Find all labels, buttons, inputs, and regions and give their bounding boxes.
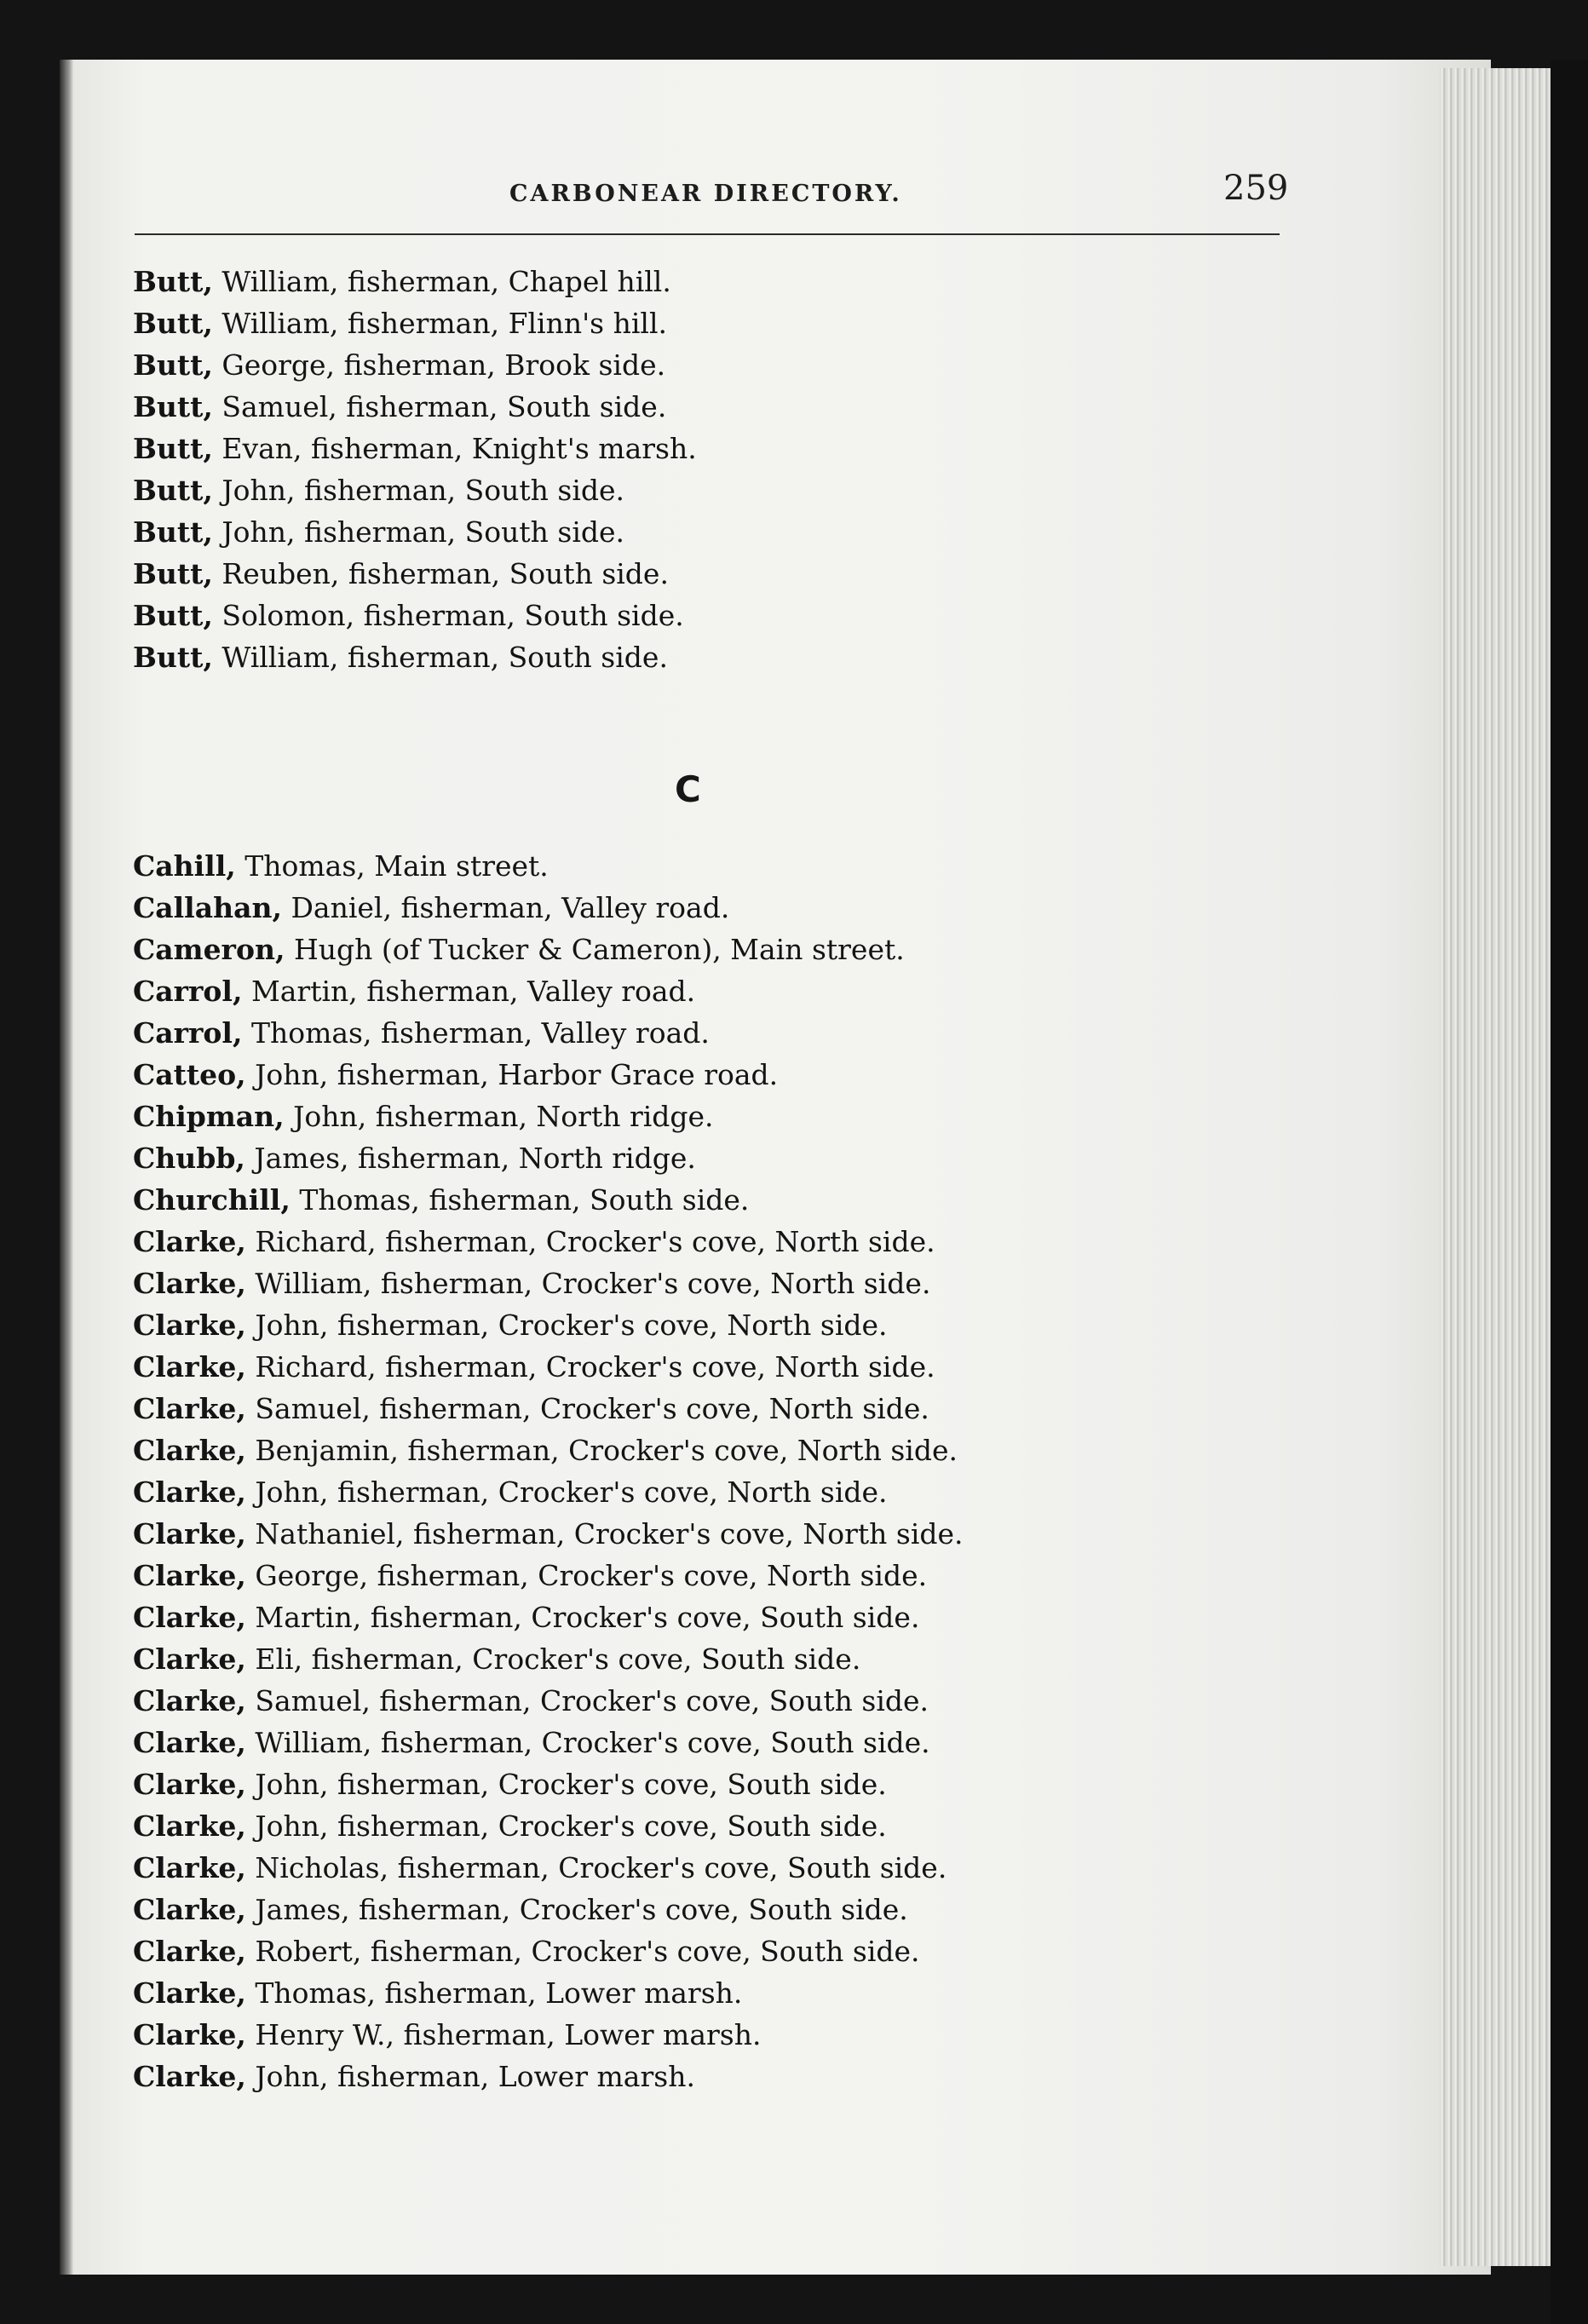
entry-details: John, fisherman, Crocker's cove, South side. <box>245 1768 887 1801</box>
entry-details: Richard, fisherman, Crocker's cove, North side. <box>245 1350 935 1383</box>
entry-surname: Clarke, <box>133 1935 246 1968</box>
directory-entry <box>133 302 697 344</box>
directory-entry <box>133 386 697 428</box>
entry-details: Thomas, fisherman, Valley road. <box>242 1016 710 1050</box>
entry-surname: Clarke, <box>133 1768 246 1801</box>
directory-entry <box>133 1555 964 1596</box>
directory-entry <box>133 1388 964 1429</box>
directory-entry <box>133 1889 964 1930</box>
directory-entry <box>133 261 697 302</box>
entry-surname: Butt, <box>133 307 213 340</box>
entry-surname: Catteo, <box>133 1058 246 1091</box>
header-rule <box>135 233 1280 235</box>
entry-surname: Clarke, <box>133 1726 246 1759</box>
fore-edge-shadow <box>1551 60 1588 2324</box>
entry-surname: Clarke, <box>133 1642 246 1676</box>
entry-surname: Chubb, <box>133 1142 245 1175</box>
entry-details: Reuben, fisherman, South side. <box>212 557 669 590</box>
entry-surname: Clarke, <box>133 1601 246 1634</box>
entry-details: William, fisherman, Crocker's cove, South side. <box>245 1726 930 1759</box>
directory-entry <box>133 1513 964 1555</box>
entry-surname: Butt, <box>133 348 213 382</box>
directory-entry <box>133 1263 964 1304</box>
entry-details: Hugh (of Tucker & Cameron), Main street. <box>285 933 905 966</box>
directory-entry <box>133 2056 964 2097</box>
entry-surname: Clarke, <box>133 1851 246 1884</box>
directory-entry <box>133 1930 964 1972</box>
entry-surname: Clarke, <box>133 1517 246 1550</box>
directory-entry <box>133 887 964 929</box>
entry-details: John, fisherman, Crocker's cove, South side. <box>245 1809 887 1843</box>
directory-entry <box>133 1972 964 2014</box>
entry-details: Robert, fisherman, Crocker's cove, South side. <box>245 1935 920 1968</box>
entry-surname: Clarke, <box>133 1434 246 1467</box>
entry-surname: Churchill, <box>133 1183 291 1217</box>
entry-details: John, fisherman, North ridge. <box>284 1100 714 1133</box>
entry-details: Henry W., fisherman, Lower marsh. <box>245 2018 762 2051</box>
entry-details: William, fisherman, Crocker's cove, North side. <box>245 1267 931 1300</box>
entry-details: John, fisherman, Harbor Grace road. <box>245 1058 779 1091</box>
directory-entry <box>133 1346 964 1388</box>
entry-surname: Callahan, <box>133 891 282 924</box>
entry-surname: Clarke, <box>133 1309 246 1342</box>
directory-entry <box>133 970 964 1012</box>
entry-surname: Butt, <box>133 557 213 590</box>
directory-entry <box>133 845 964 887</box>
entry-surname: Butt, <box>133 641 213 674</box>
entry-surname: Clarke, <box>133 1809 246 1843</box>
entry-surname: Chipman, <box>133 1100 285 1133</box>
directory-entry <box>133 1763 964 1805</box>
entry-surname: Butt, <box>133 265 213 298</box>
entry-surname: Clarke, <box>133 1350 246 1383</box>
entry-details: Samuel, fisherman, Crocker's cove, South side. <box>245 1684 929 1717</box>
entry-details: George, fisherman, Brook side. <box>212 348 666 382</box>
entry-surname: Clarke, <box>133 1267 246 1300</box>
entry-surname: Clarke, <box>133 1225 246 1258</box>
entry-details: Thomas, fisherman, South side. <box>290 1183 750 1217</box>
entry-surname: Clarke, <box>133 2060 246 2093</box>
directory-entry <box>133 511 697 553</box>
entry-details: Benjamin, fisherman, Crocker's cove, North side. <box>245 1434 958 1467</box>
directory-list-c <box>133 845 964 2097</box>
entry-details: Nathaniel, fisherman, Crocker's cove, North side. <box>245 1517 964 1550</box>
entry-surname: Clarke, <box>133 1392 246 1425</box>
entry-surname: Carrol, <box>133 975 243 1008</box>
directory-entry <box>133 1096 964 1137</box>
entry-details: Martin, fisherman, Crocker's cove, South side. <box>245 1601 920 1634</box>
entry-details: Daniel, fisherman, Valley road. <box>281 891 730 924</box>
directory-entry <box>133 1805 964 1847</box>
entry-surname: Clarke, <box>133 1893 246 1926</box>
entry-details: Eli, fisherman, Crocker's cove, South side. <box>245 1642 861 1676</box>
entry-surname: Clarke, <box>133 2018 246 2051</box>
entry-details: John, fisherman, Crocker's cove, North side. <box>245 1476 888 1509</box>
entry-surname: Butt, <box>133 432 213 465</box>
entry-surname: Butt, <box>133 599 213 632</box>
directory-entry <box>133 595 697 636</box>
entry-details: William, fisherman, South side. <box>212 641 668 674</box>
directory-entry <box>133 636 697 678</box>
entry-details: Samuel, fisherman, Crocker's cove, North side. <box>245 1392 929 1425</box>
page-number: 259 <box>1223 169 1289 208</box>
section-letter: C <box>675 768 701 810</box>
directory-entry <box>133 1179 964 1221</box>
entry-details: Solomon, fisherman, South side. <box>212 599 684 632</box>
entry-surname: Butt, <box>133 474 213 507</box>
directory-list-b <box>133 261 697 678</box>
directory-entry <box>133 428 697 469</box>
directory-entry <box>133 344 697 386</box>
directory-entry <box>133 1638 964 1680</box>
entry-details: James, fisherman, Crocker's cove, South side. <box>245 1893 908 1926</box>
directory-entry <box>133 1471 964 1513</box>
entry-surname: Clarke, <box>133 1476 246 1509</box>
entry-details: Samuel, fisherman, South side. <box>212 390 667 423</box>
directory-entry <box>133 1596 964 1638</box>
entry-surname: Cameron, <box>133 933 285 966</box>
entry-details: James, fisherman, North ridge. <box>245 1142 696 1175</box>
directory-entry <box>133 1847 964 1889</box>
entry-surname: Cahill, <box>133 849 236 883</box>
running-head <box>135 169 1289 220</box>
directory-entry <box>133 2014 964 2056</box>
directory-entry <box>133 469 697 511</box>
entry-surname: Butt, <box>133 390 213 423</box>
entry-details: Richard, fisherman, Crocker's cove, North side. <box>245 1225 935 1258</box>
directory-entry <box>133 1054 964 1096</box>
directory-entry <box>133 1221 964 1263</box>
entry-details: John, fisherman, South side. <box>212 515 625 549</box>
running-title: CARBONEAR DIRECTORY. <box>509 181 902 207</box>
entry-details: George, fisherman, Crocker's cove, North side. <box>245 1559 928 1592</box>
entry-details: Thomas, Main street. <box>235 849 549 883</box>
directory-entry <box>133 1012 964 1054</box>
directory-entry <box>133 1680 964 1722</box>
entry-details: John, fisherman, Crocker's cove, North side. <box>245 1309 888 1342</box>
entry-surname: Clarke, <box>133 1559 246 1592</box>
directory-entry <box>133 1304 964 1346</box>
entry-details: Evan, fisherman, Knight's marsh. <box>212 432 697 465</box>
entry-surname: Butt, <box>133 515 213 549</box>
entry-details: Nicholas, fisherman, Crocker's cove, South side. <box>245 1851 947 1884</box>
entry-details: William, fisherman, Flinn's hill. <box>212 307 667 340</box>
page-fore-edge <box>1440 68 1551 2266</box>
directory-entry <box>133 1429 964 1471</box>
entry-surname: Carrol, <box>133 1016 243 1050</box>
page-gutter <box>60 60 73 2275</box>
entry-details: Martin, fisherman, Valley road. <box>242 975 696 1008</box>
entry-surname: Clarke, <box>133 1684 246 1717</box>
directory-entry <box>133 929 964 970</box>
entry-surname: Clarke, <box>133 1976 246 2010</box>
entry-details: William, fisherman, Chapel hill. <box>212 265 671 298</box>
directory-entry <box>133 1137 964 1179</box>
directory-entry <box>133 553 697 595</box>
entry-details: John, fisherman, Lower marsh. <box>245 2060 695 2093</box>
entry-details: John, fisherman, South side. <box>212 474 625 507</box>
entry-details: Thomas, fisherman, Lower marsh. <box>245 1976 743 2010</box>
directory-entry <box>133 1722 964 1763</box>
